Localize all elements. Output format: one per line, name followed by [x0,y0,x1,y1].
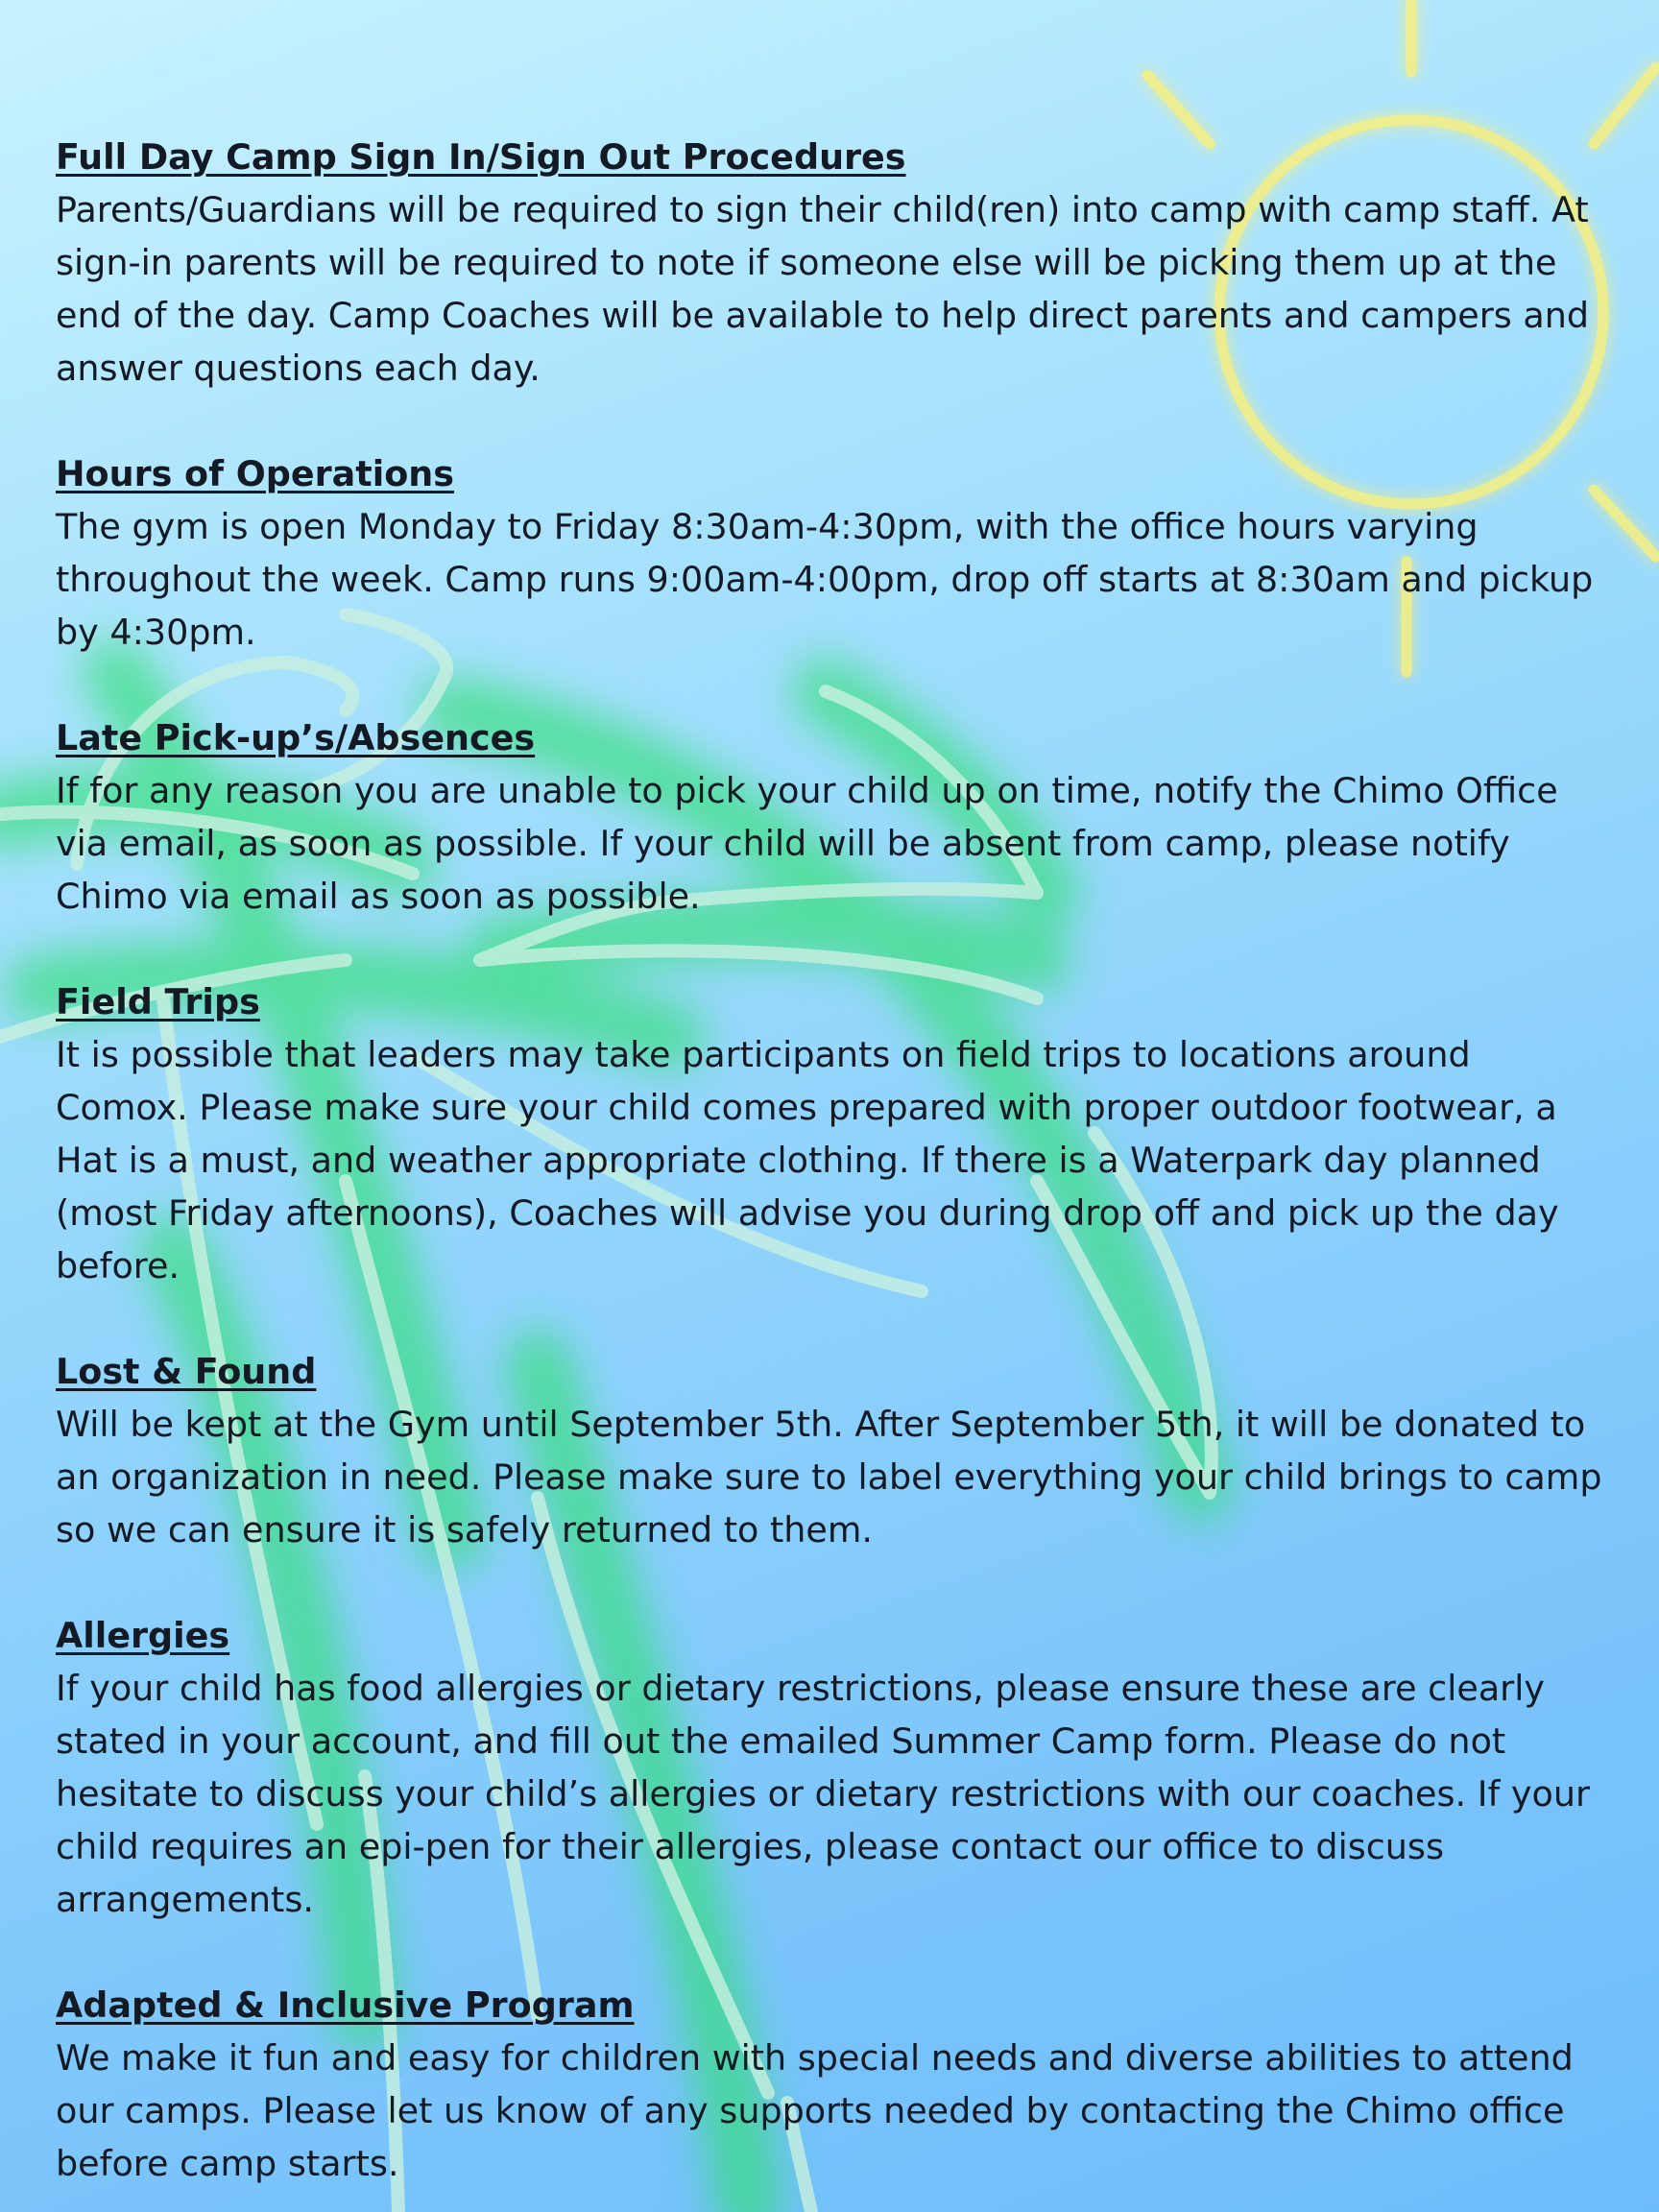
section-hours-of-operations [56,447,1611,659]
section-allergies [56,1609,1611,1926]
section-body: If your child has food allergies or dietary restrictions, please ensure these are clearly stated in your account, and fill out the emailed Summer Camp form. Please do not hesitate to discuss your child’s allergies or dietary restrictions with our coaches. If your child requires an epi-pen for their allergies, please contact our office to discuss arrangements. [56,1668,1590,1920]
section-heading: Field Trips [56,981,260,1022]
section-heading: Lost & Found [56,1351,317,1392]
section-sign-in-procedures [56,131,1611,395]
section-body: It is possible that leaders may take participants on field trips to locations around Comox. Please make sure your child comes prepared with proper outdoor footwear, a Hat is a must, and weather appropriate clothing. If there is a Waterpark day planned (most Friday afternoons), Coaches will advise you during drop off and pick up the day before. [56,1034,1559,1286]
section-field-trips [56,975,1611,1292]
section-body: We make it fun and easy for children with special needs and diverse abilities to attend our camps. Please let us know of any supports needed by contacting the Chimo office before camp starts. [56,2037,1574,2184]
section-body: The gym is open Monday to Friday 8:30am-4:30pm, with the office hours varying throughout the week. Camp runs 9:00am-4:00pm, drop off starts at 8:30am and pickup by 4:30pm. [56,506,1594,653]
section-heading: Full Day Camp Sign In/Sign Out Procedures [56,136,906,178]
section-body: Parents/Guardians will be required to sign their child(ren) into camp with camp staff. At sign-in parents will be required to note if someone else will be picking them up at the end of the day. Camp Coaches will be available to help direct parents and campers and answer questions each day. [56,189,1590,389]
section-heading: Adapted & Inclusive Program [56,1984,635,2026]
section-heading: Late Pick-up’s/Absences [56,717,536,758]
section-late-pickups-absences [56,711,1611,923]
section-body: If for any reason you are unable to pick your child up on time, notify the Chimo Office via email, as soon as possible. If your child will be absent from camp, please notify Chimo via email as soon as possible. [56,770,1558,917]
section-adapted-inclusive-program [56,1979,1611,2190]
section-heading: Hours of Operations [56,453,454,494]
section-lost-and-found [56,1345,1611,1556]
section-heading: Allergies [56,1615,230,1656]
section-body: Will be kept at the Gym until September 5th. After September 5th, it will be donated to an organization in need. Please make sure to label everything your child brings to camp so we can ensure it is safely returned to them. [56,1404,1602,1551]
document-content [56,131,1611,2212]
